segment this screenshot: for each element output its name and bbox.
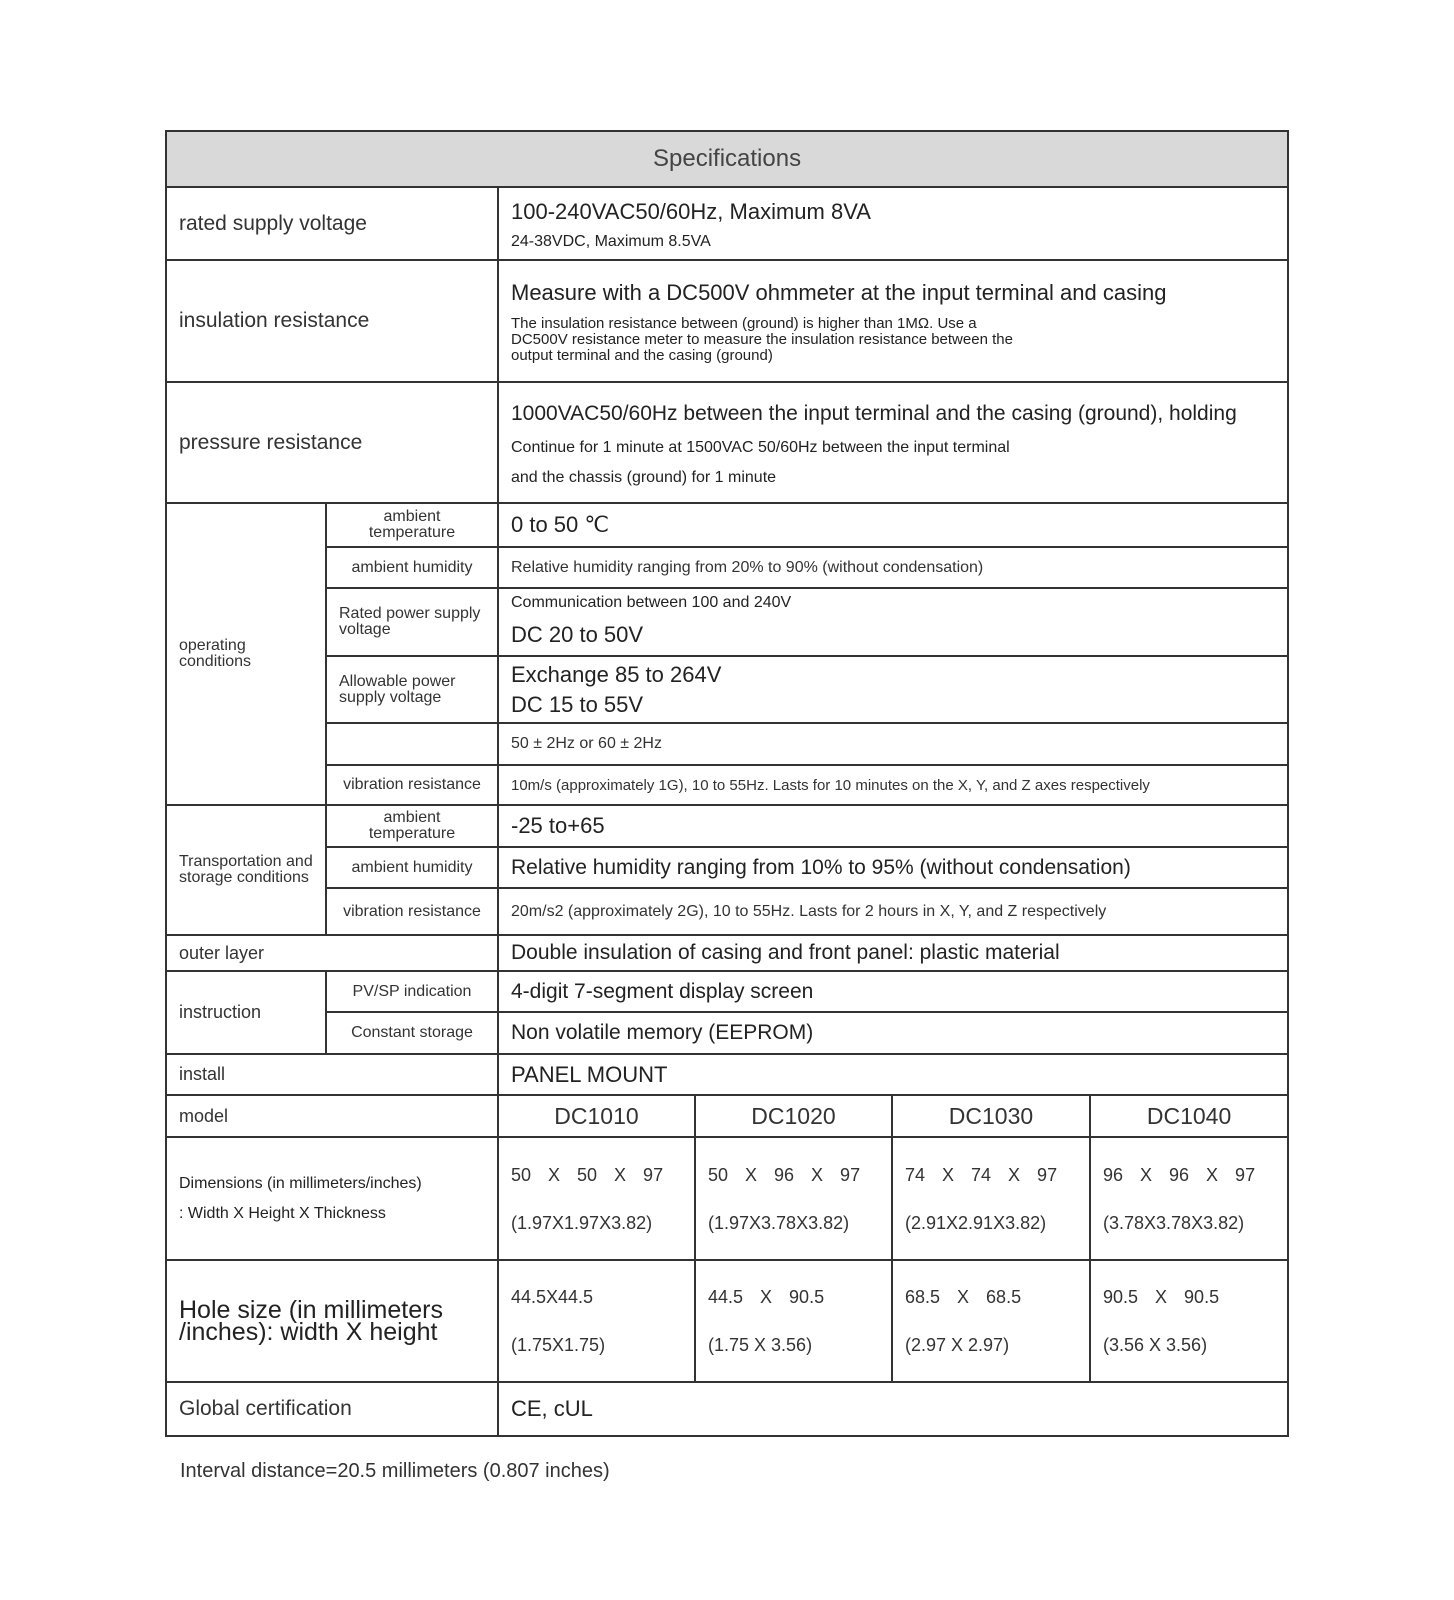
hole-size-mm: 44.5X44.5 (511, 1287, 594, 1307)
table-row (166, 1137, 1288, 1260)
hole-size-dc1030 (892, 1260, 1090, 1382)
install-label: install (166, 1054, 498, 1095)
transport-ambient-humidity-value: Relative humidity ranging from 10% to 95% (without condensation) (498, 847, 1288, 888)
operating-vibration-resistance-label: vibration resistance (326, 765, 498, 805)
table-row (166, 503, 1288, 547)
operating-ambient-temperature-value: 0 to 50 ℃ (498, 503, 1288, 547)
rated-supply-voltage-value (498, 187, 1288, 260)
insulation-resistance-label: insulation resistance (166, 260, 498, 382)
dimensions-label-line2: : Width X Height X Thickness (179, 1204, 386, 1222)
rated-supply-voltage-dc: 24-38VDC, Maximum 8.5VA (511, 232, 711, 250)
transport-ambient-humidity-label: ambient humidity (326, 847, 498, 888)
frequency-value: 50 ± 2Hz or 60 ± 2Hz (498, 723, 1288, 765)
table-row (166, 187, 1288, 260)
insulation-resistance-line2: The insulation resistance between (ground) is higher than 1MΩ. Use a DC500V resistance meter to measure the insulation resistance between the output terminal and the casing (ground) (511, 315, 1013, 364)
dimensions-mm: 50 X 50 X 97 (511, 1164, 664, 1185)
dimensions-mm: 50 X 96 X 97 (708, 1164, 861, 1185)
hole-size-label: Hole size (in millimeters /inches): width X height (166, 1260, 498, 1382)
certification-value: CE, cUL (498, 1382, 1288, 1436)
table-row (166, 260, 1288, 382)
outer-layer-value: Double insulation of casing and front panel: plastic material (498, 935, 1288, 971)
operating-conditions-label: operating conditions (166, 503, 326, 805)
allowable-power-supply-voltage-value (498, 656, 1288, 723)
operating-ambient-temperature-label: ambient temperature (326, 503, 498, 547)
pressure-resistance-line2: Continue for 1 minute at 1500VAC 50/60Hz between the input terminal (511, 438, 1010, 456)
rated-supply-voltage-label: rated supply voltage (166, 187, 498, 260)
dimensions-mm: 74 X 74 X 97 (905, 1164, 1058, 1185)
pv-sp-indication-label: PV/SP indication (326, 971, 498, 1012)
model-dc1010: DC1010 (498, 1095, 695, 1137)
hole-size-mm: 68.5 X 68.5 (905, 1287, 1022, 1307)
table-row (166, 588, 1288, 656)
dimensions-inches: (1.97X1.97X3.82) (511, 1212, 653, 1233)
dimensions-dc1040 (1090, 1137, 1288, 1260)
install-value: PANEL MOUNT (498, 1054, 1288, 1095)
rated-power-ac: Communication between 100 and 240V (511, 594, 792, 611)
table-row (166, 547, 1288, 588)
dimensions-inches: (1.97X3.78X3.82) (708, 1212, 850, 1233)
table-title: Specifications (166, 131, 1288, 187)
allowable-power-ac: Exchange 85 to 264V (511, 661, 722, 687)
dimensions-mm: 96 X 96 X 97 (1103, 1164, 1256, 1185)
operating-vibration-resistance-value: 10m/s (approximately 1G), 10 to 55Hz. Lasts for 10 minutes on the X, Y, and Z axes respectively (498, 765, 1288, 805)
specifications-sheet (165, 130, 1287, 1437)
operating-ambient-humidity-label: ambient humidity (326, 547, 498, 588)
constant-storage-value: Non volatile memory (EEPROM) (498, 1012, 1288, 1054)
table-row (166, 656, 1288, 723)
rated-power-supply-voltage-label: Rated power supply voltage (326, 588, 498, 656)
dimensions-dc1030 (892, 1137, 1090, 1260)
transport-conditions-label: Transportation and storage conditions (166, 805, 326, 935)
pressure-resistance-line3: and the chassis (ground) for 1 minute (511, 468, 777, 486)
table-row (166, 847, 1288, 888)
table-row (166, 1260, 1288, 1382)
table-row (166, 971, 1288, 1012)
hole-size-dc1040 (1090, 1260, 1288, 1382)
dimensions-label-line1: Dimensions (in millimeters/inches) (179, 1174, 422, 1192)
pv-sp-indication-value: 4-digit 7-segment display screen (498, 971, 1288, 1012)
transport-vibration-resistance-value: 20m/s2 (approximately 2G), 10 to 55Hz. Lasts for 2 hours in X, Y, and Z respectively (498, 888, 1288, 935)
table-row (166, 765, 1288, 805)
hole-size-mm: 44.5 X 90.5 (708, 1287, 825, 1307)
operating-ambient-humidity-value: Relative humidity ranging from 20% to 90% (without condensation) (498, 547, 1288, 588)
hole-size-inches: (1.75 X 3.56) (708, 1335, 813, 1355)
specifications-table (165, 130, 1289, 1437)
frequency-label (326, 723, 498, 765)
hole-size-dc1010 (498, 1260, 695, 1382)
model-dc1040: DC1040 (1090, 1095, 1288, 1137)
model-dc1030: DC1030 (892, 1095, 1090, 1137)
transport-ambient-temperature-label: ambient temperature (326, 805, 498, 847)
table-row (166, 1054, 1288, 1095)
dimensions-inches: (3.78X3.78X3.82) (1103, 1212, 1245, 1233)
certification-label: Global certification (166, 1382, 498, 1436)
table-row (166, 935, 1288, 971)
model-dc1020: DC1020 (695, 1095, 892, 1137)
dimensions-label (166, 1137, 498, 1260)
pressure-resistance-value (498, 382, 1288, 503)
rated-power-supply-voltage-value (498, 588, 1288, 656)
transport-vibration-resistance-label: vibration resistance (326, 888, 498, 935)
table-row (166, 1012, 1288, 1054)
hole-size-inches: (2.97 X 2.97) (905, 1335, 1010, 1355)
transport-ambient-temperature-value: -25 to+65 (498, 805, 1288, 847)
insulation-resistance-value (498, 260, 1288, 382)
pressure-resistance-line1: 1000VAC50/60Hz between the input terminal and the casing (ground), holding (511, 401, 1237, 425)
dimensions-dc1020 (695, 1137, 892, 1260)
instruction-label: instruction (166, 971, 326, 1054)
table-row (166, 888, 1288, 935)
model-label: model (166, 1095, 498, 1137)
dimensions-inches: (2.91X2.91X3.82) (905, 1212, 1047, 1233)
hole-size-mm: 90.5 X 90.5 (1103, 1287, 1220, 1307)
insulation-resistance-line1: Measure with a DC500V ohmmeter at the input terminal and casing (511, 280, 1167, 305)
dimensions-dc1010 (498, 1137, 695, 1260)
rated-supply-voltage-ac: 100-240VAC50/60Hz, Maximum 8VA (511, 198, 871, 224)
rated-power-dc: DC 20 to 50V (511, 622, 644, 647)
table-row (166, 1095, 1288, 1137)
table-row (166, 805, 1288, 847)
table-row (166, 723, 1288, 765)
table-row (166, 1382, 1288, 1436)
hole-size-inches: (1.75X1.75) (511, 1335, 606, 1355)
hole-size-dc1020 (695, 1260, 892, 1382)
constant-storage-label: Constant storage (326, 1012, 498, 1054)
allowable-power-supply-voltage-label: Allowable power supply voltage (326, 656, 498, 723)
hole-size-inches: (3.56 X 3.56) (1103, 1335, 1208, 1355)
allowable-power-dc: DC 15 to 55V (511, 691, 644, 717)
interval-distance-note: Interval distance=20.5 millimeters (0.807 inches) (180, 1460, 610, 1482)
pressure-resistance-label: pressure resistance (166, 382, 498, 503)
outer-layer-label: outer layer (166, 935, 498, 971)
table-row (166, 382, 1288, 503)
